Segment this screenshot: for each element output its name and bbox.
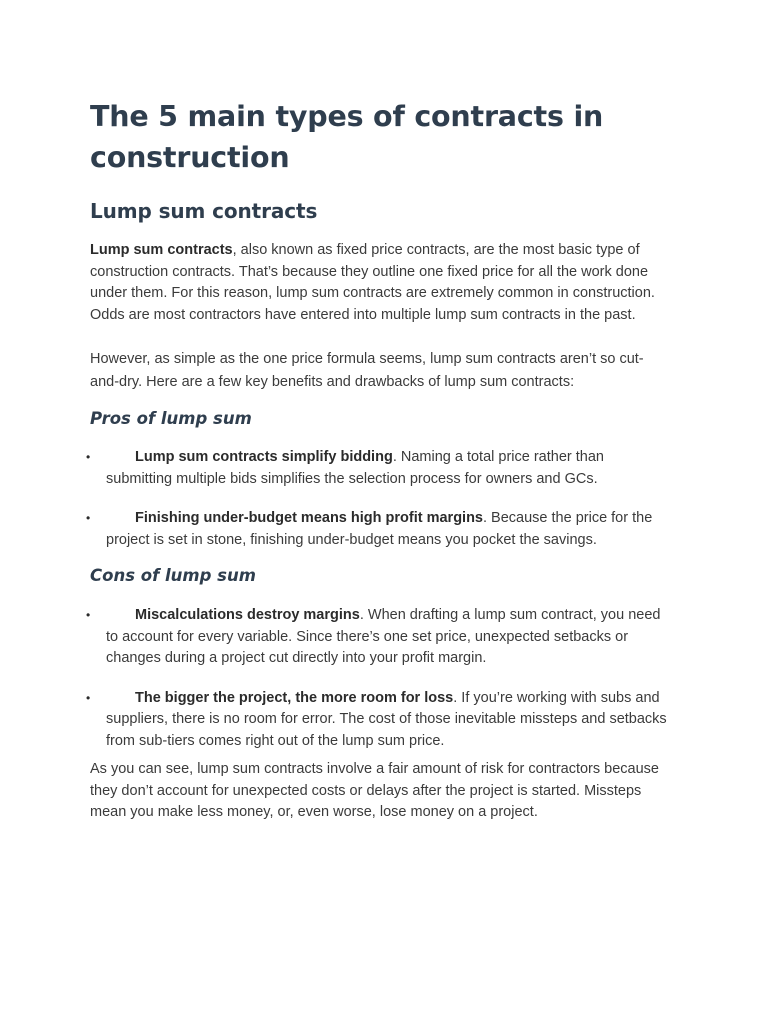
intro-bold-lead: Lump sum contracts (90, 242, 233, 258)
list-item (86, 508, 670, 551)
page-title: The 5 main types of contracts in construction (90, 100, 604, 174)
cons-heading: Cons of lump sum (90, 566, 256, 585)
list-item-text: . Because the price for the project is set in stone, finishing under-budget means you pocket the savings. (106, 510, 653, 548)
list-item-bold: Miscalculations destroy margins (135, 607, 360, 623)
bullet-icon: • (86, 608, 91, 622)
list-item-bold: Finishing under-budget means high profit margins (135, 510, 483, 526)
however-paragraph: However, as simple as the one price formula seems, lump sum contracts aren’t so cut-and-dry. Here are a few key benefits and drawbacks of lump sum contracts: (90, 351, 644, 390)
bullet-icon: • (86, 450, 91, 464)
list-item (86, 605, 670, 670)
list-item-text: . Naming a total price rather than submitting multiple bids simplifies the selection process for owners and GCs. (106, 449, 604, 487)
bullet-icon: • (86, 511, 91, 525)
pros-heading: Pros of lump sum (90, 409, 252, 428)
list-item (86, 688, 670, 753)
closing-paragraph: As you can see, lump sum contracts involve a fair amount of risk for contractors because they don’t account for unexpected costs or delays after the project is started. Missteps mean you make less money, or, even worse, lose money on a project. (90, 761, 659, 820)
list-item-bold: The bigger the project, the more room for loss (135, 689, 454, 706)
intro-text: , also known as fixed price contracts, are the most basic type of construction contracts. That’s because they outline one fixed price for all the work done under them. For this reason, lump sum contracts are extremely common in construction. Odds are most contractors have entered into multiple lump sum contracts in the past. (90, 242, 655, 323)
list-item-bold: Lump sum contracts simplify bidding (135, 449, 393, 465)
bullet-icon: • (86, 690, 91, 705)
section-heading-lump-sum: Lump sum contracts (90, 199, 318, 223)
list-item-text: . If you’re working with subs and suppliers, there is no room for error. The cost of those inevitable missteps and setbacks from sub-tiers comes right out of the lump sum price. (106, 689, 667, 749)
document-page (86, 96, 670, 824)
cons-list (86, 605, 670, 752)
list-item (86, 447, 670, 490)
list-item-text: . When drafting a lump sum contract, you need to account for every variable. Since there’s one set price, unexpected setbacks or changes during a project cut directly into your profit margin. (106, 607, 661, 666)
pros-list (86, 447, 670, 551)
intro-paragraph (90, 240, 670, 326)
